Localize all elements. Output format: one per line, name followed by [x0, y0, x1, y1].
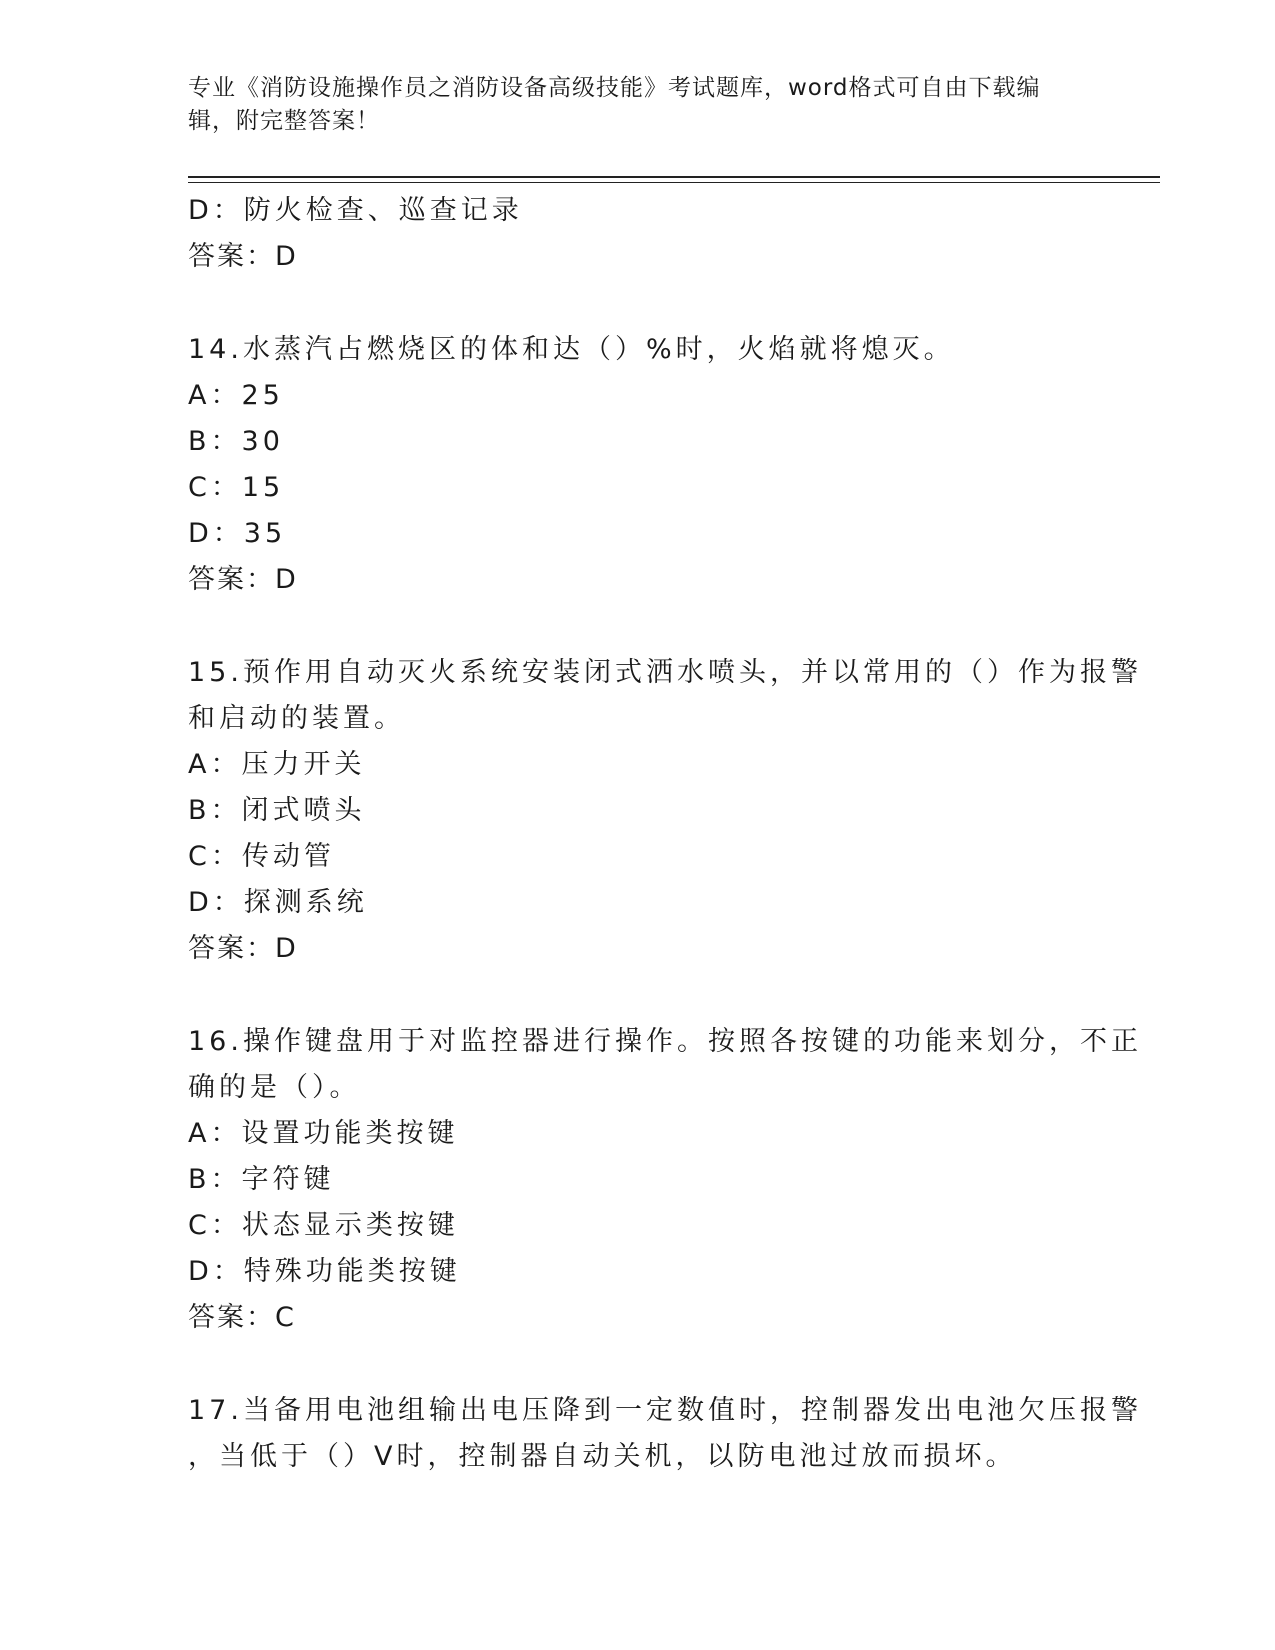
- q15-stem-line-2: 和启动的装置。: [188, 703, 405, 734]
- header-line-1: 专业《消防设施操作员之消防设备高级技能》考试题库，word格式可自由下载编: [188, 75, 1041, 101]
- q14-stem-line-1: 14.水蒸汽占燃烧区的体和达（）%时，火焰就将熄灭。: [188, 334, 955, 365]
- q16-answer: 答案：C: [188, 1302, 296, 1333]
- spacer: [188, 603, 1088, 650]
- q15-option-d: D：探测系统: [188, 887, 368, 918]
- document-page: [188, 0, 1160, 1650]
- q15-answer: 答案：D: [188, 933, 298, 964]
- q16-stem-line-1: 16.操作键盘用于对监控器进行操作。按照各按键的功能来划分，不正: [188, 1026, 1142, 1057]
- header-divider-thin: [188, 182, 1160, 183]
- q15-option-b: B：闭式喷头: [188, 795, 366, 826]
- q13-answer: 答案：D: [188, 241, 298, 272]
- q13-option-d: D：防火检查、巡查记录: [188, 195, 523, 226]
- q15-stem-line-1: 15.预作用自动灭火系统安装闭式洒水喷头，并以常用的（）作为报警: [188, 657, 1142, 688]
- spacer: [188, 280, 1088, 327]
- q15-option-a: A：压力开关: [188, 749, 366, 780]
- q14-option-a: A：25: [188, 380, 284, 411]
- spacer: [188, 972, 1088, 1019]
- question-17: [188, 1388, 1142, 1480]
- header-line-2: 辑，附完整答案！: [188, 108, 380, 134]
- question-list: [188, 188, 1142, 1480]
- question-14: [188, 327, 1088, 603]
- q14-option-b: B：30: [188, 426, 284, 457]
- document-header: [188, 72, 1068, 138]
- q16-option-b: B：字符键: [188, 1164, 335, 1195]
- q17-stem-line-2: ，当低于（）V时，控制器自动关机，以防电池过放而损坏。: [188, 1441, 1017, 1472]
- q14-option-d: D：35: [188, 518, 287, 549]
- spacer: [188, 1341, 1088, 1388]
- q16-option-d: D：特殊功能类按键: [188, 1256, 461, 1287]
- q17-stem-line-1: 17.当备用电池组输出电压降到一定数值时，控制器发出电池欠压报警: [188, 1395, 1142, 1426]
- header-divider-thick: [188, 176, 1160, 178]
- question-15: [188, 650, 1142, 972]
- q16-option-a: A：设置功能类按键: [188, 1118, 459, 1149]
- question-16: [188, 1019, 1142, 1341]
- q16-stem-line-2: 确的是（）。: [188, 1072, 361, 1103]
- q14-option-c: C：15: [188, 472, 285, 503]
- q16-option-c: C：状态显示类按键: [188, 1210, 459, 1241]
- q14-answer: 答案：D: [188, 564, 298, 595]
- q15-option-c: C：传动管: [188, 841, 335, 872]
